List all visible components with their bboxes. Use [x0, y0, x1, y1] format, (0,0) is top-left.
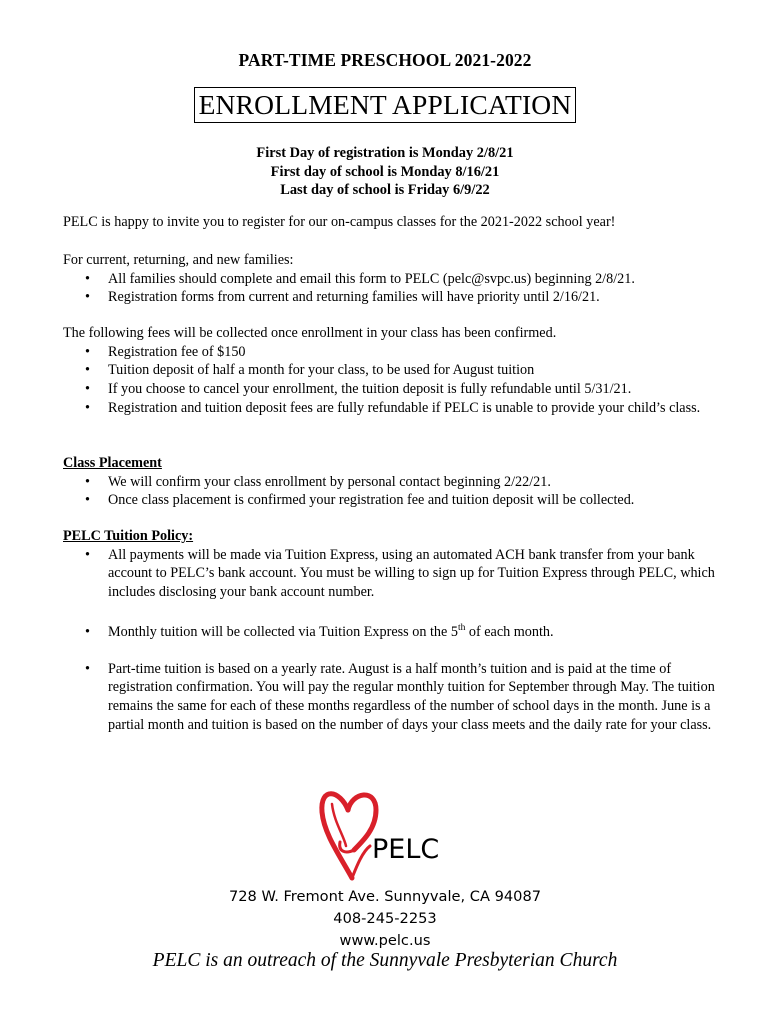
bullet-icon: •	[85, 343, 90, 360]
list-item: • Tuition deposit of half a month for your class, to be used for August tuition	[85, 362, 535, 379]
footer-tagline: PELC is an outreach of the Sunnyvale Presbyterian Church	[152, 950, 618, 971]
intro-paragraph	[63, 213, 718, 232]
fees-section	[63, 324, 718, 418]
list-item: • All payments will be made via Tuition Express, using an automated ACH bank transfer from your bank account to PELC’s bank account. You must be willing to sign up for Tuition Express through PELC, which includes disclosing your bank account number.	[85, 546, 715, 601]
document-title: PART-TIME PRESCHOOL 2021-2022	[238, 50, 532, 70]
intro-text: PELC is happy to invite you to register for our on-campus classes for the 2021-2022 school year!	[63, 214, 616, 230]
document-subtitle: ENROLLMENT APPLICATION	[194, 87, 577, 123]
bullet-icon: •	[85, 473, 90, 490]
list-item: • Registration and tuition deposit fees are fully refundable if PELC is unable to provide your child’s class.	[85, 399, 701, 416]
list-item: • Registration forms from current and returning families will have priority until 2/16/21.	[85, 289, 600, 306]
tuition-heading: PELC Tuition Policy:	[63, 528, 194, 544]
placement-heading: Class Placement	[63, 455, 162, 471]
heart-logo-icon	[322, 794, 376, 878]
pelc-logo	[310, 782, 470, 887]
tuition-list	[63, 546, 718, 602]
tuition-section	[63, 527, 718, 734]
footer-address: 728 W. Fremont Ave. Sunnyvale, CA 94087	[228, 888, 542, 905]
list-item: • If you choose to cancel your enrollment, the tuition deposit is fully refundable until 5/31/21.	[85, 381, 632, 398]
last-school-day: Last day of school is Friday 6/9/22	[280, 182, 490, 199]
bullet-icon: •	[85, 546, 90, 563]
placement-section	[63, 454, 718, 510]
footer-phone: 408-245-2253	[333, 910, 437, 927]
fees-list	[63, 343, 718, 418]
spacer	[63, 642, 718, 660]
logo-text: PELC	[372, 834, 440, 865]
bullet-icon: •	[85, 399, 90, 416]
families-section	[63, 251, 718, 307]
families-list	[63, 270, 718, 307]
list-item: • Once class placement is confirmed your registration fee and tuition deposit will be collected.	[85, 492, 635, 509]
bullet-icon: •	[85, 270, 90, 287]
bullet-icon: •	[85, 362, 90, 379]
list-item: • Registration fee of $150	[85, 343, 246, 360]
bullet-icon: •	[85, 381, 90, 398]
subtitle-box	[0, 87, 770, 123]
ordinal-suffix: th	[457, 622, 466, 633]
list-item: • Monthly tuition will be collected via Tuition Express on the 5th of each month.	[85, 622, 554, 640]
placement-list	[63, 473, 718, 510]
bullet-icon: •	[85, 289, 90, 306]
tuition-list-3	[63, 660, 718, 735]
bullet-icon: •	[85, 660, 90, 677]
list-item: • All families should complete and email this form to PELC (pelc@svpc.us) beginning 2/8/21.	[85, 270, 635, 287]
spacer	[63, 602, 718, 623]
list-item: • Part-time tuition is based on a yearly rate. August is a half month’s tuition and is paid at the time of registration confirmation. You will pay the regular monthly tuition for September through May. The tuition remains the same for each of these months regardless of the number of school days in the month. June is a partial month and tuition is based on the number of days your class meets and the daily rate for your class.	[85, 660, 715, 733]
bullet-icon: •	[85, 623, 90, 640]
footer-website[interactable]: www.pelc.us	[339, 932, 431, 949]
tuition-list-2	[63, 623, 718, 642]
families-lead: For current, returning, and new families:	[63, 252, 294, 268]
registration-date: First Day of registration is Monday 2/8/21	[256, 145, 514, 161]
key-dates	[0, 144, 770, 200]
first-school-day: First day of school is Monday 8/16/21	[270, 163, 500, 180]
bullet-icon: •	[85, 492, 90, 509]
list-item: • We will confirm your class enrollment by personal contact beginning 2/22/21.	[85, 473, 551, 490]
fees-lead: The following fees will be collected once enrollment in your class has been confirmed.	[63, 325, 557, 341]
